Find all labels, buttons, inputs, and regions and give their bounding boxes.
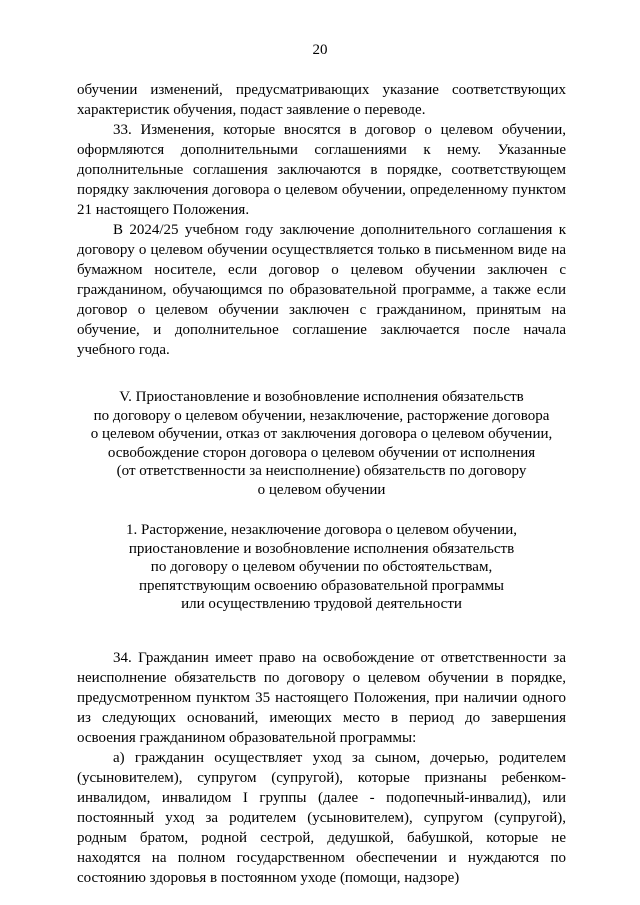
subsection-heading-line: по договору о целевом обучении по обстоятельствам,: [150, 559, 493, 575]
section-heading-line: о целевом обучении, отказ от заключения договора о целевом обучении,: [90, 426, 553, 442]
subsection-heading-line: приостановление и возобновление исполнения обязательств: [128, 540, 515, 557]
page-number: 20: [312, 42, 328, 58]
subsection-heading-line: препятствующим освоению образовательной программы: [138, 577, 505, 594]
paragraph-34-a: а) гражданин осуществляет уход за сыном, дочерью, родителем (усыновителем), супругом (супругой), которые признаны ребенком-инвалидом, инвалидом I группы (далее - подопечный-инвалид), или постоянный уход за родителем (усыновителем), супругом (супругой), родным братом, родной сестрой, дедушкой, бабушкой, которые не находятся на полном государственном обеспечении и нуждаются по состоянию здоровья в постоянном уходе (помощи, надзоре): [77, 749, 566, 886]
subsection-heading-line: или осуществлению трудовой деятельности: [181, 596, 462, 612]
section-heading-line: о целевом обучении: [257, 481, 386, 498]
subsection-heading-line: 1. Расторжение, незаключение договора о целевом обучении,: [126, 522, 517, 538]
subsection-heading: [77, 521, 566, 614]
section-heading-line: по договору о целевом обучении, незаключение, расторжение договора: [93, 407, 550, 424]
spacer: [77, 360, 566, 388]
page-content: [77, 80, 566, 888]
section-heading-line: освобождение сторон договора о целевом обучении от исполнения: [107, 444, 536, 461]
section-heading-line: V. Приостановление и возобновление исполнения обязательств: [119, 389, 524, 405]
paragraph-34: 34. Гражданин имеет право на освобождение от ответственности за неисполнение обязательств по договору о целевом обучении в порядке, предусмотренном пунктом 35 настоящего Положения, при наличии одного из следующих оснований, имеющих место в период до завершения освоения гражданином образовательной программы:: [77, 649, 566, 746]
section-heading: [77, 388, 566, 499]
paragraph-continuation: обучении изменений, предусматривающих указание соответствующих характеристик обучения, подаст заявление о переводе.: [77, 82, 566, 118]
spacer: [77, 499, 566, 521]
paragraph-2024-25: В 2024/25 учебном году заключение дополнительного соглашения к договору о целевом обучении осуществляется только в письменном виде на бумажном носителе, если договор о целевом обучении заключен с гражданином, обучающимся по образовательной программе, а также если договор о целевом обучении заключен с гражданином, принятым на обучение, и дополнительное соглашение заключается после начала учебного года.: [77, 222, 566, 358]
section-heading-line: (от ответственности за неисполнение) обязательств по договору: [116, 463, 527, 479]
paragraph-33: 33. Изменения, которые вносятся в договор о целевом обучении, оформляются дополнительными соглашениями к нему. Указанные дополнительные соглашения заключаются в порядке, соответствующем порядку заключения договора о целевом обучении, определенному пунктом 21 настоящего Положения.: [77, 122, 566, 218]
spacer: [77, 614, 566, 648]
